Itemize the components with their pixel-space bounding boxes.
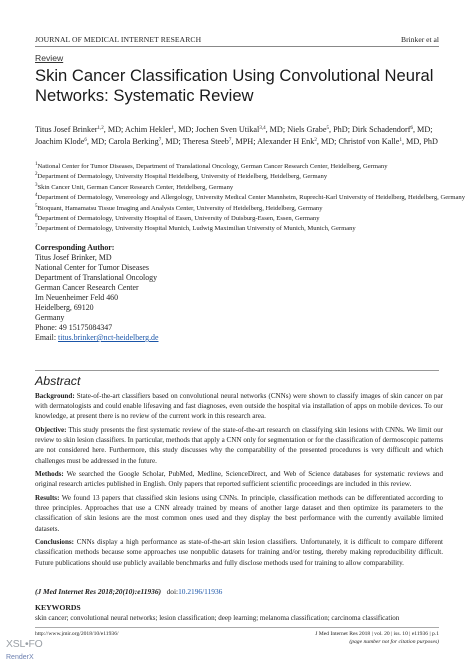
affiliation-number: 4 [35,193,38,199]
author-degree: MD, PhD [406,137,438,146]
author-name: Alexander H Enk [257,137,315,146]
corresponding-author-line: National Center for Tumor Diseases [35,263,149,272]
author-degree: MD [320,137,335,146]
affiliation-item [35,224,445,234]
author-entry: Carola Berking$^7$, MD; [108,137,183,146]
author-affiliation-ref: 3,4 [259,126,266,131]
footer-issue-info: J Med Internet Res 2018 | vol. 20 | iss. 10 | e11936 | p.1 [315,631,439,637]
corresponding-author-line: German Cancer Research Center [35,283,139,292]
article-type-label[interactable]: Review [35,53,64,63]
abstract-section-text: CNNs display a high performance as state-of-the-art skin lesion classifiers. Unfortunately, it is difficult to compare different classification methods because some approaches use nonpublic datasets for training and/or testing, thereby making reproducibility difficult. Future publications should use publicly available benchmarks and fully disclose methods used for training to allow comparability. [35,538,443,567]
author-degree: MD [269,125,283,134]
affiliation-item [35,204,445,214]
abstract-section-label: Objective: [35,426,67,434]
author-entry: Theresa Steeb$^7$, MPH; [182,137,258,146]
renderx-logo: RenderX [6,654,34,661]
author-degree: MD [417,125,431,134]
abstract-body [35,391,443,571]
xslfo-logo: XSL•FO [6,639,43,650]
abstract-section-label: Results: [35,494,60,502]
author-entry: Christof von Kalle$^1$, MD, PhD [338,137,438,146]
author-name: Theresa Steeb [182,137,229,146]
journal-header: JOURNAL OF MEDICAL INTERNET RESEARCH [35,35,202,44]
affiliation-text: Department of Dermatology, University Hospital Heidelberg, University of Heidelberg, Heidelberg, Germany [37,173,328,181]
abstract-section-text: We found 13 papers that classified skin lesions using CNNs. In principle, classification methods can be differentiated according to three principles. Approaches that use a CNN already trained by means of another large dataset and then optimize its parameters to the classification of skin lesions are the most common ones used and they display the best performance with the currently available limited datasets. [35,494,443,533]
author-name: Carola Berking [108,137,159,146]
author-affiliation-ref: 1,2 [97,126,104,131]
author-entry: Dirk Schadendorf$^6$, MD; [352,125,433,134]
author-entry: Titus Josef Brinker$^{1,2}$, MD; [35,125,125,134]
abstract-section-text: We searched the Google Scholar, PubMed, Medline, ScienceDirect, and Web of Science databases for systematic reviews and original research articles published in English. Only papers that reported sufficient scientific proceedings are included in this review. [35,470,443,489]
author-entry: Joachim Klode$^6$, MD; [35,137,109,146]
affiliation-number: 5 [35,203,38,209]
affiliation-item [35,183,445,193]
author-affiliation-ref: 1 [399,138,402,143]
corresponding-author-block [35,243,335,343]
header-divider [35,46,439,47]
author-name: Joachim Klode [35,137,85,146]
author-affiliation-ref: 6 [84,138,87,143]
keywords-list: skin cancer; convolutional neural networks; lesion classification; deep learning; melanoma classification; carcinoma classification [35,614,400,622]
author-affiliation-ref: 1 [171,126,175,131]
author-name: Niels Grabe [287,125,327,134]
author-degree: PhD [333,125,348,134]
email-link[interactable]: titus.brinker@nct-heidelberg.de [58,333,159,342]
abstract-divider [35,370,439,371]
abstract-paragraph [35,425,443,466]
doi-label: doi: [166,587,179,596]
affiliation-text: Department of Dermatology, University Hospital Munich, Ludwig Maximilian University of Munich, Munich, Germany [37,225,356,233]
article-title: Skin Cancer Classification Using Convolutional Neural Networks: Systematic Review [35,66,434,105]
affiliation-item [35,214,445,224]
author-degree: MD [90,137,105,146]
affiliation-item [35,172,445,182]
journal-reference: (J Med Internet Res 2018;20(10):e11936) [35,587,162,596]
abstract-paragraph [35,391,443,422]
abstract-paragraph [35,469,443,489]
email-row [35,333,335,343]
doi-link[interactable]: 10.2196/11936 [178,587,223,596]
author-name: Achim Hekler [124,125,172,134]
citation-line [35,587,222,596]
keywords-heading: KEYWORDS [35,603,81,612]
affiliation-list [35,162,465,235]
affiliation-item [35,193,465,203]
author-degree: MD [178,125,192,134]
author-affiliation-ref: 7 [158,138,162,143]
affiliation-number: 2 [35,172,38,178]
author-name: Titus Josef Brinker [35,125,98,134]
author-degree: MD [107,125,122,134]
author-entry: Niels Grabe$^5$, PhD; [287,125,353,134]
abstract-section-text: This study presents the first systematic review of the state-of-the-art research on classifying skin lesions with CNNs. We limit our review to skin lesion classifiers. In particular, methods that apply a CNN only for segmentation or for the classification of dermoscopic patterns are not considered here. Furthermore, this study discusses why the comparability of the presented procedures is very difficult and which challenges must be addressed in the future. [35,426,443,465]
author-name: Jochen Sven Utikal [195,125,260,134]
corresponding-author-line: Im Neuenheimer Feld 460 [35,293,119,302]
corresponding-author-heading: Corresponding Author: [35,243,115,252]
affiliation-text: National Center for Tumor Diseases, Department of Translational Oncology, German Cancer Research Center, Heidelberg, Germany [37,163,388,170]
footer-info [315,631,439,646]
footer-url[interactable]: http://www.jmir.org/2018/10/e11936/ [35,631,119,637]
abstract-section-text: State-of-the-art classifiers based on convolutional neural networks (CNNs) were shown to classify images of skin cancer on par with dermatologists and could enable lifesaving and fast diagnoses, even outside the hospital via installation of apps on mobile devices. To our knowledge, at present there is no review of the current work in this research area. [35,392,443,421]
author-running-head: Brinker et al [401,35,439,44]
affiliation-number: 7 [35,224,38,230]
email-label: Email: [35,333,57,342]
affiliation-number: 6 [35,214,38,220]
affiliation-text: Skin Cancer Unit, German Cancer Research Center, Heidelberg, Germany [37,183,234,191]
abstract-paragraph [35,537,443,568]
corresponding-author-line: Titus Josef Brinker, MD [35,253,112,262]
abstract-section-label: Conclusions: [35,538,75,547]
corresponding-author-line: Department of Translational Oncology [35,273,158,282]
author-degree: MPH [235,137,254,146]
corresponding-author-line: Heidelberg, 69120 [35,303,94,312]
author-name: Christof von Kalle [338,137,400,146]
author-entry: Achim Hekler$^1$, MD; [124,125,196,134]
author-entry: Alexander H Enk$^2$, MD; [257,137,339,146]
abstract-heading: Abstract [35,374,81,388]
author-affiliation-ref: 5 [326,126,330,131]
author-affiliation-ref: 6 [410,126,413,131]
author-list [35,124,445,148]
affiliation-text: Department of Dermatology, University Hospital of Essen, University of Duisburg-Essen, Essen, Germany [37,215,320,223]
affiliation-item [35,162,445,172]
abstract-section-label: Methods: [35,470,64,479]
footer-divider [35,627,439,628]
abstract-section-label: Background: [35,392,75,400]
abstract-paragraph [35,493,443,534]
author-affiliation-ref: 7 [228,138,232,143]
author-name: Dirk Schadendorf [352,125,411,134]
author-degree: MD [165,137,179,146]
affiliation-text: Department of Dermatology, Venereology and Allergology, University Medical Center Mannheim, Ruprecht-Karl University of Heidelberg, Heidelberg, Germany [37,194,465,202]
footer-page-note: (page number not for citation purposes) [349,638,439,645]
affiliation-number: 3 [35,182,38,188]
author-affiliation-ref: 2 [314,138,317,143]
author-entry: Jochen Sven Utikal$^{3,4}$, MD; [195,125,288,134]
affiliation-text: Bioquant, Hamamatsu Tissue Imaging and Analysis Center, University of Heidelberg, Heidelberg, Germany [37,204,323,212]
affiliation-number: 1 [35,162,38,167]
corresponding-author-line: Phone: 49 15175084347 [35,323,113,332]
corresponding-author-line: Germany [35,313,65,322]
